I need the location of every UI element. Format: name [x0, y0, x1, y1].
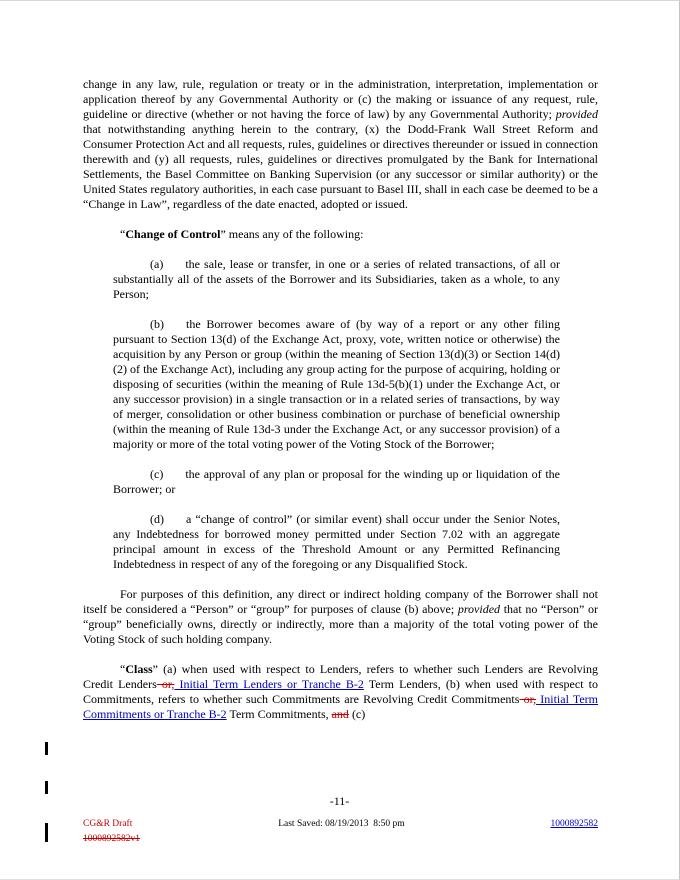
- last-saved-label: Last Saved: 08/19/2013 8:50 pm: [278, 819, 405, 829]
- para-change-of-control-intro: [83, 227, 598, 242]
- para-change-in-law-continuation: [83, 77, 598, 212]
- text-run: (c): [150, 467, 164, 481]
- text-run: change in any law, rule, regulation or treaty or in the administration, interpretation, implementation or application thereof by any Governmental Authority or (c) the making or issuance of any request, rule, guideline or directive (whether or not having the force of law) by any Governmental Authority;: [83, 77, 598, 121]
- document-body: [83, 77, 598, 737]
- doc-id-link: 1000892582: [550, 819, 598, 829]
- deleted-text: or,: [156, 677, 175, 691]
- text-run: that no “Person” or “group” beneficially owns, directly or indirectly, more than a majority of the total voting power of the Voting Stock of such holding company.: [83, 602, 599, 646]
- text-run: (c): [348, 707, 366, 721]
- doc-version-stamp: 1000892582v1: [83, 834, 140, 844]
- para-for-purposes: [83, 587, 598, 647]
- text-run: the Borrower becomes aware of (by way of a report or any other filing pursuant to Section 13(d) of the Exchange Act, proxy, vote, written notice or otherwise) the acquisition by any Person or group (within the meaning of Section 13(d)(3) or Section 14(d)(2) of the Exchange Act), including any group acting for the purpose of acquiring, holding or disposing of securities (within the meaning of Rule 13d-5(b)(1) under the Exchange Act, or any successor provision) in a single transaction or in a related series of transactions, by way of merger, consolidation or other business combination or purchase of beneficial ownership (within the meaning of Rule 13d-3 under the Exchange Act, or any successor provision) of a majority or more of the total voting power of the Voting Stock of the Borrower;: [113, 317, 560, 451]
- text-run: “: [120, 227, 126, 241]
- text-run: the sale, lease or transfer, in one or a series of related transactions, of all or substantially all of the assets of the Borrower and its Subsidiaries, taken as a whole, to any Person;: [113, 257, 560, 301]
- text-run: “: [120, 662, 126, 676]
- text-run: a “change of control” (or similar event) shall occur under the Senior Notes, any Indebtedness for borrowed money permitted under Section 7.02 with an aggregate principal amount in excess of the Threshold Amount or any Permitted Refinancing Indebtedness in respect of any of the foregoing or any Disqualified Stock.: [113, 512, 560, 571]
- text-run: that notwithstanding anything herein to the contrary, (x) the Dodd-Frank Wall Street Reform and Consumer Protection Act and all requests, rules, guidelines or directives thereunder or issued in connection therewith and (y) all requests, rules, guidelines or directives promulgated by the Bank for International Settlements, the Basel Committee on Banking Supervision (or any successor or similar authority) or the United States regulatory authorities, in each case pursuant to Basel III, shall in each case be deemed to be a “Change in Law”, regardless of the date enacted, adopted or issued.: [83, 122, 598, 211]
- text-run: Term Commitments,: [226, 707, 332, 721]
- deleted-text: and: [331, 707, 349, 721]
- tab-spacer: [163, 257, 185, 272]
- para-class-definition: [83, 662, 598, 722]
- draft-label: CG&R Draft: [83, 819, 133, 829]
- clause-a: [113, 257, 560, 302]
- text-run: Term Lenders, (b) when used with respect to Commitments, refers to whether such Commitments are Revolving Credit Commitments: [83, 677, 598, 706]
- deleted-text: or,: [519, 692, 537, 706]
- change-bar: [45, 742, 48, 755]
- text-run: (a): [150, 257, 164, 271]
- inserted-text: Initial Term Lenders or Tranche B-2: [174, 677, 364, 691]
- text-run: ” means any of the following:: [220, 227, 364, 241]
- change-bar: [45, 781, 48, 794]
- text-run: (b): [150, 317, 164, 331]
- text-run: For purposes of this definition, any direct or indirect holding company of the Borrower shall not itself be considered a “Person” or “group” for purposes of clause (b) above;: [83, 587, 598, 616]
- page-number: -11-: [329, 794, 350, 808]
- text-run: ” (a) when used with respect to Lenders, refers to whether such Lenders are Revolving Credit Lenders: [83, 662, 598, 691]
- clause-c: [113, 467, 560, 497]
- text-run: Change of Control: [125, 227, 221, 241]
- text-run: (d): [150, 512, 164, 526]
- clause-b: [113, 317, 560, 452]
- clause-d: [113, 512, 560, 572]
- tab-spacer: [163, 467, 185, 482]
- tab-spacer: [164, 317, 186, 332]
- tab-spacer: [164, 512, 186, 527]
- change-bar: [45, 823, 48, 842]
- text-run: Class: [125, 662, 153, 676]
- text-run: provided: [555, 107, 598, 121]
- footer: [83, 819, 598, 830]
- inserted-text: Initial Term Commitments or Tranche B-2: [83, 692, 599, 721]
- text-run: the approval of any plan or proposal for the winding up or liquidation of the Borrower; or: [113, 467, 560, 496]
- text-run: provided: [457, 602, 501, 616]
